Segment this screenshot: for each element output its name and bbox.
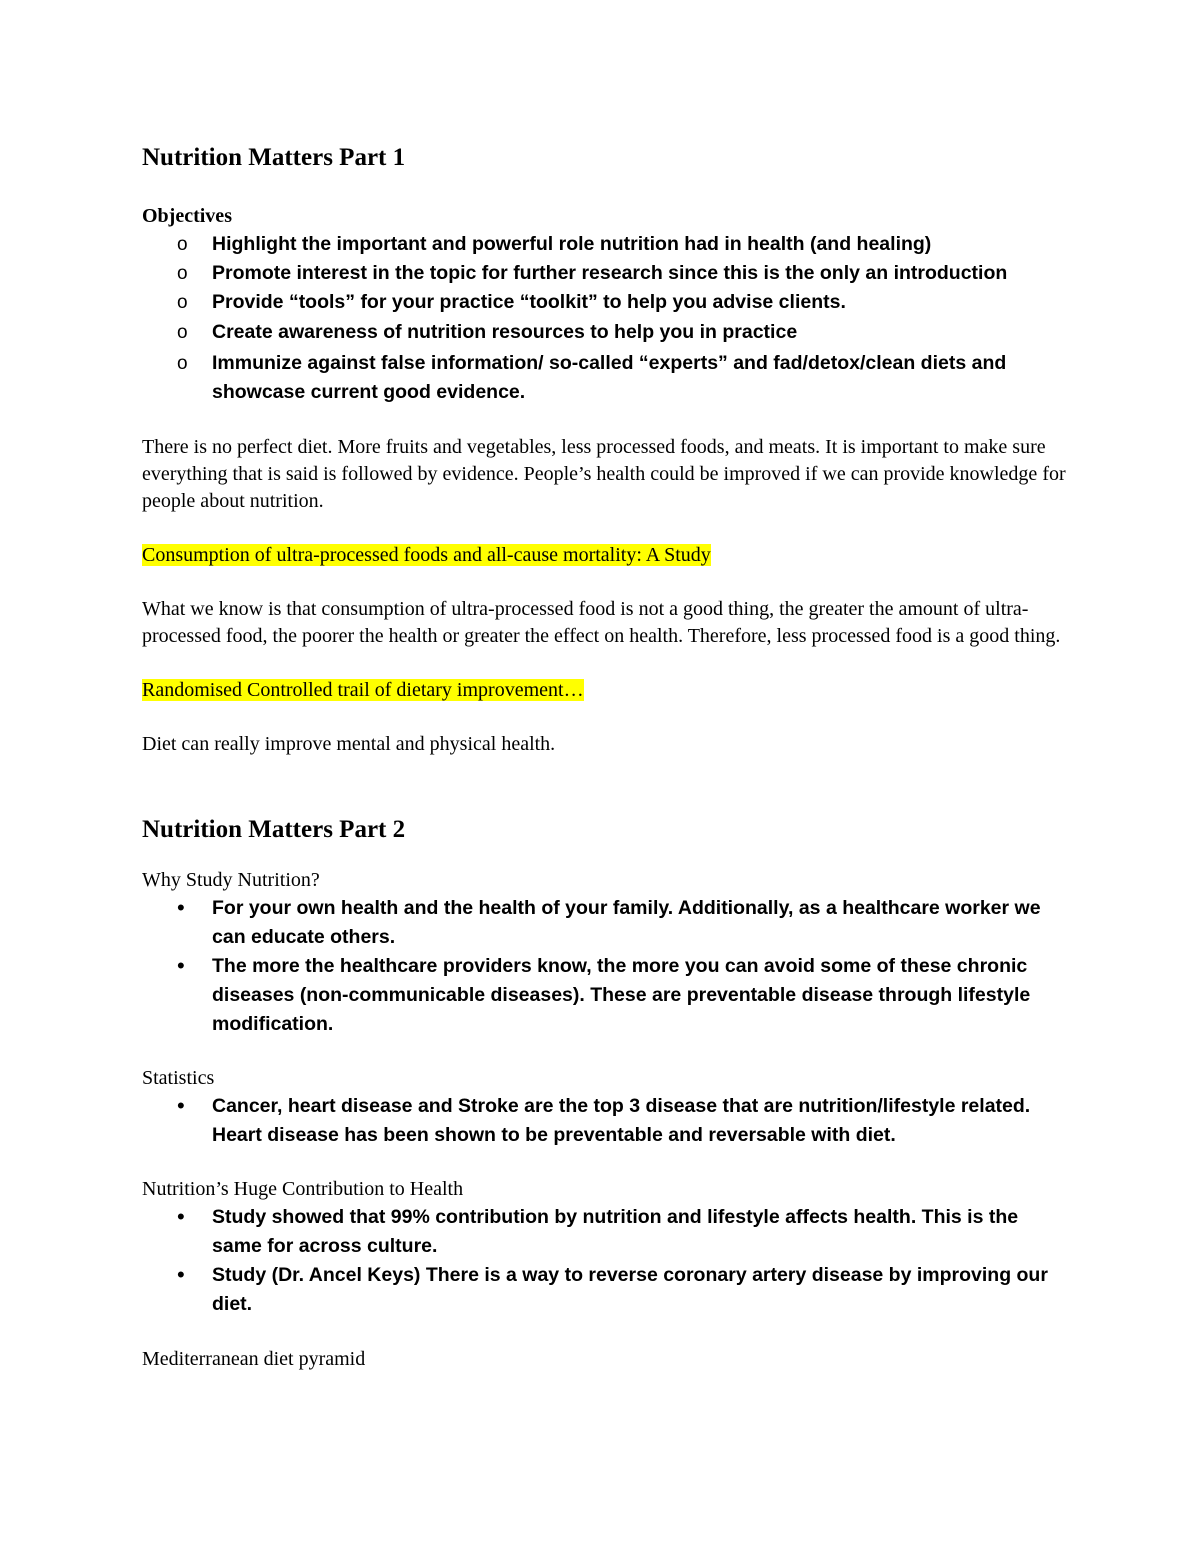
statistics-list [142, 1092, 1072, 1150]
contribution-list [142, 1203, 1072, 1319]
highlight-study-2: Randomised Controlled trail of dietary improvement… [142, 679, 584, 701]
list-item: o Create awareness of nutrition resources to help you in practice [142, 318, 1072, 347]
objectives-label: Objectives [142, 205, 232, 227]
paragraph-intro: There is no perfect diet. More fruits and vegetables, less processed foods, and meats. It is important to make sure everything that is said is followed by evidence. People’s health could be improved if we can provide knowledge for people about nutrition. [142, 436, 1066, 512]
list-item: o Immunize against false information/ so-called “experts” and fad/detox/clean diets and showcase current good evidence. [142, 349, 1072, 407]
contribution-label: Nutrition’s Huge Contribution to Health [142, 1178, 464, 1200]
document-page [142, 140, 1072, 1373]
list-item: o Highlight the important and powerful role nutrition had in health (and healing) [142, 230, 1072, 259]
disc-bullet-icon: • [177, 1204, 185, 1229]
highlight-study-1: Consumption of ultra-processed foods and all-cause mortality: A Study [142, 544, 711, 566]
list-item: • For your own health and the health of your family. Additionally, as a healthcare worker we can educate others. [177, 895, 1041, 948]
why-study-list [142, 894, 1072, 1039]
list-item: o Promote interest in the topic for further research since this is the only an introduction [142, 259, 1072, 288]
circle-bullet-icon: o [177, 322, 188, 343]
list-item: • Study showed that 99% contribution by nutrition and lifestyle affects health. This is the same for across culture. [177, 1204, 1019, 1257]
part2-title: Nutrition Matters Part 2 [142, 816, 406, 843]
disc-bullet-icon: • [177, 1093, 185, 1118]
objectives-list [142, 230, 1072, 407]
list-item: • Cancer, heart disease and Stroke are the top 3 disease that are nutrition/lifestyle related. Heart disease has been shown to be preventable and reversable with diet. [177, 1093, 1031, 1146]
paragraph-ultra-processed: What we know is that consumption of ultra-processed food is not a good thing, the greater the amount of ultra-processed food, the poorer the health or greater the effect on health. Therefore, less processed food is a good thing. [142, 598, 1061, 647]
list-item: • The more the healthcare providers know, the more you can avoid some of these chronic diseases (non-communicable diseases). These are preventable disease through lifestyle modification. [177, 953, 1031, 1035]
disc-bullet-icon: • [177, 1262, 185, 1287]
circle-bullet-icon: o [177, 263, 188, 284]
list-item: o Provide “tools” for your practice “toolkit” to help you advise clients. [142, 288, 1072, 317]
disc-bullet-icon: • [177, 895, 185, 920]
disc-bullet-icon: • [177, 953, 185, 978]
paragraph-diet: Diet can really improve mental and physical health. [142, 733, 556, 755]
circle-bullet-icon: o [177, 292, 188, 313]
why-study-label: Why Study Nutrition? [142, 869, 320, 891]
circle-bullet-icon: o [177, 353, 188, 374]
list-item: • Study (Dr. Ancel Keys) There is a way to reverse coronary artery disease by improving our diet. [177, 1262, 1048, 1315]
part1-title: Nutrition Matters Part 1 [142, 144, 406, 171]
statistics-label: Statistics [142, 1067, 215, 1089]
mediterranean-label: Mediterranean diet pyramid [142, 1348, 366, 1370]
circle-bullet-icon: o [177, 234, 188, 255]
